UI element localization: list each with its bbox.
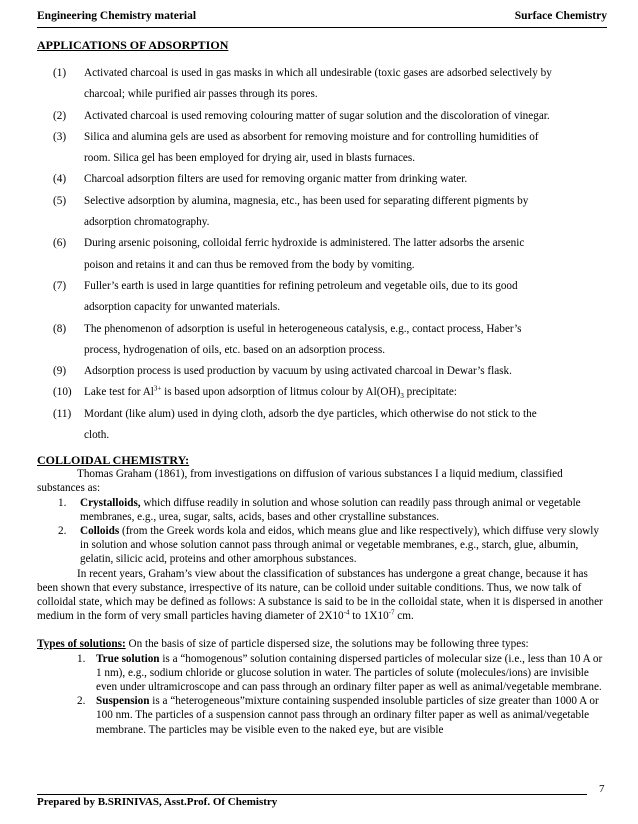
- colloidal-intro: Thomas Graham (1861), from investigations on diffusion of various substances I a liquid medium, classified substances as:: [37, 468, 563, 495]
- list-item: (3) Silica and alumina gels are used as absorbent for removing moisture and for controlling humidities of room. Silica gel has been employed for drying air, used in blasts furnaces.: [53, 130, 539, 165]
- page-footer: Prepared by B.SRINIVAS, Asst.Prof. Of Chemistry: [37, 796, 278, 808]
- list-item: (4) Charcoal adsorption filters are used for removing organic matter from drinking water.: [53, 173, 468, 186]
- list-item: (1) Activated charcoal is used in gas masks in which all undesirable (toxic gases are adsorbed selectively by charcoal; while purified air passes through its pores.: [53, 67, 552, 101]
- types-paragraph: Types of solutions: On the basis of size of particle dispersed size, the solutions may be following three types:: [37, 638, 529, 651]
- list-item: (11) Mordant (like alum) used in dying cloth, adsorb the dye particles, which otherwise do not stick to the cloth.: [53, 407, 537, 442]
- colloidal-heading: COLLOIDAL CHEMISTRY:: [37, 453, 190, 467]
- list-item: (10) Lake test for $Al^{3+}$ is based upon adsorption of litmus colour by $Al(OH)_3$ precipitate:: [53, 384, 457, 401]
- list-item: (6) During arsenic poisoning, colloidal ferric hydroxide is administered. The latter adsorbs the arsenic poison and retains it and can thus be removed from the body by vomiting.: [53, 237, 525, 271]
- types-heading: Types of solutions:: [37, 638, 126, 651]
- list-item: 1. True solution is a “homogenous” solution containing dispersed particles of molecular size (i.e., less than 10 A or 1 nm), e.g., sodium chloride or glucose solution in water. The particles of solute (molecules/ions) are invisible even under ultramicroscope and can pass through an ordinary filter paper as well as animal/vegetable membrane.: [77, 652, 603, 694]
- header-title: Engineering Chemistry material: [37, 10, 197, 22]
- applications-list: [37, 63, 609, 446]
- colloidal-section: [37, 453, 609, 737]
- header-section: Surface Chemistry: [514, 10, 607, 22]
- colloidal-state-paragraph: In recent years, Graham’s view about the classification of substances has undergone a great change, because it has been shown that every substance, irrespective of its nature, can be colloid under suitable conditions. Thus, we now talk of colloidal state, which may be defined as follows: A substance is said to be in the colloidal state, when it is dispersed in another medium in the form of very small particles having diameter of $2X10^{-4}$ to $1X10^{-7}$ cm.: [37, 567, 603, 623]
- list-item: 1. Crystalloids, which diffuse readily in solution and whose solution can readily pass through animal or vegetable membranes, e.g., urea, sugar, salts, acids, bases and other crystalline substances.: [58, 496, 581, 523]
- page-header: [37, 9, 607, 28]
- list-item: (9) Adsorption process is used production by vacuum by using activated charcoal in Dewar’s flask.: [53, 365, 512, 378]
- list-item: (5) Selective adsorption by alumina, magnesia, etc., has been used for separating different pigments by adsorption chromatography.: [53, 194, 529, 229]
- page-number: 7: [599, 783, 605, 795]
- list-item: 2. Colloids (from the Greek words kola and eidos, which means glue and like respectively), which diffuse very slowly in solution and whose solution cannot pass through animal or vegetable membranes, e.g., starch, glue, albumin, gelatin, silicic acid, proteins and other amorphous substances.: [58, 525, 599, 566]
- footer-divider: [37, 794, 587, 795]
- applications-heading: APPLICATIONS OF ADSORPTION: [37, 38, 229, 52]
- list-item: (8) The phenomenon of adsorption is useful in heterogeneous catalysis, e.g., contact process, Haber’s process, hydrogenation of oils, etc. based on an adsorption process.: [53, 322, 522, 356]
- list-item: (2) Activated charcoal is used removing colouring matter of sugar solution and the discoloration of vinegar.: [53, 109, 550, 122]
- list-item: 2. Suspension is a “heterogeneous”mixture containing suspended insoluble particles of size greater than 1000 A or 100 nm. The particles of a suspension cannot pass through an ordinary filter paper as well as animal/vegetable membrane. The particles may be visible even to the naked eye, but are visible: [77, 695, 599, 736]
- list-item: (7) Fuller’s earth is used in large quantities for refining petroleum and vegetable oils, due to its good adsorption capacity for unwanted materials.: [53, 279, 518, 314]
